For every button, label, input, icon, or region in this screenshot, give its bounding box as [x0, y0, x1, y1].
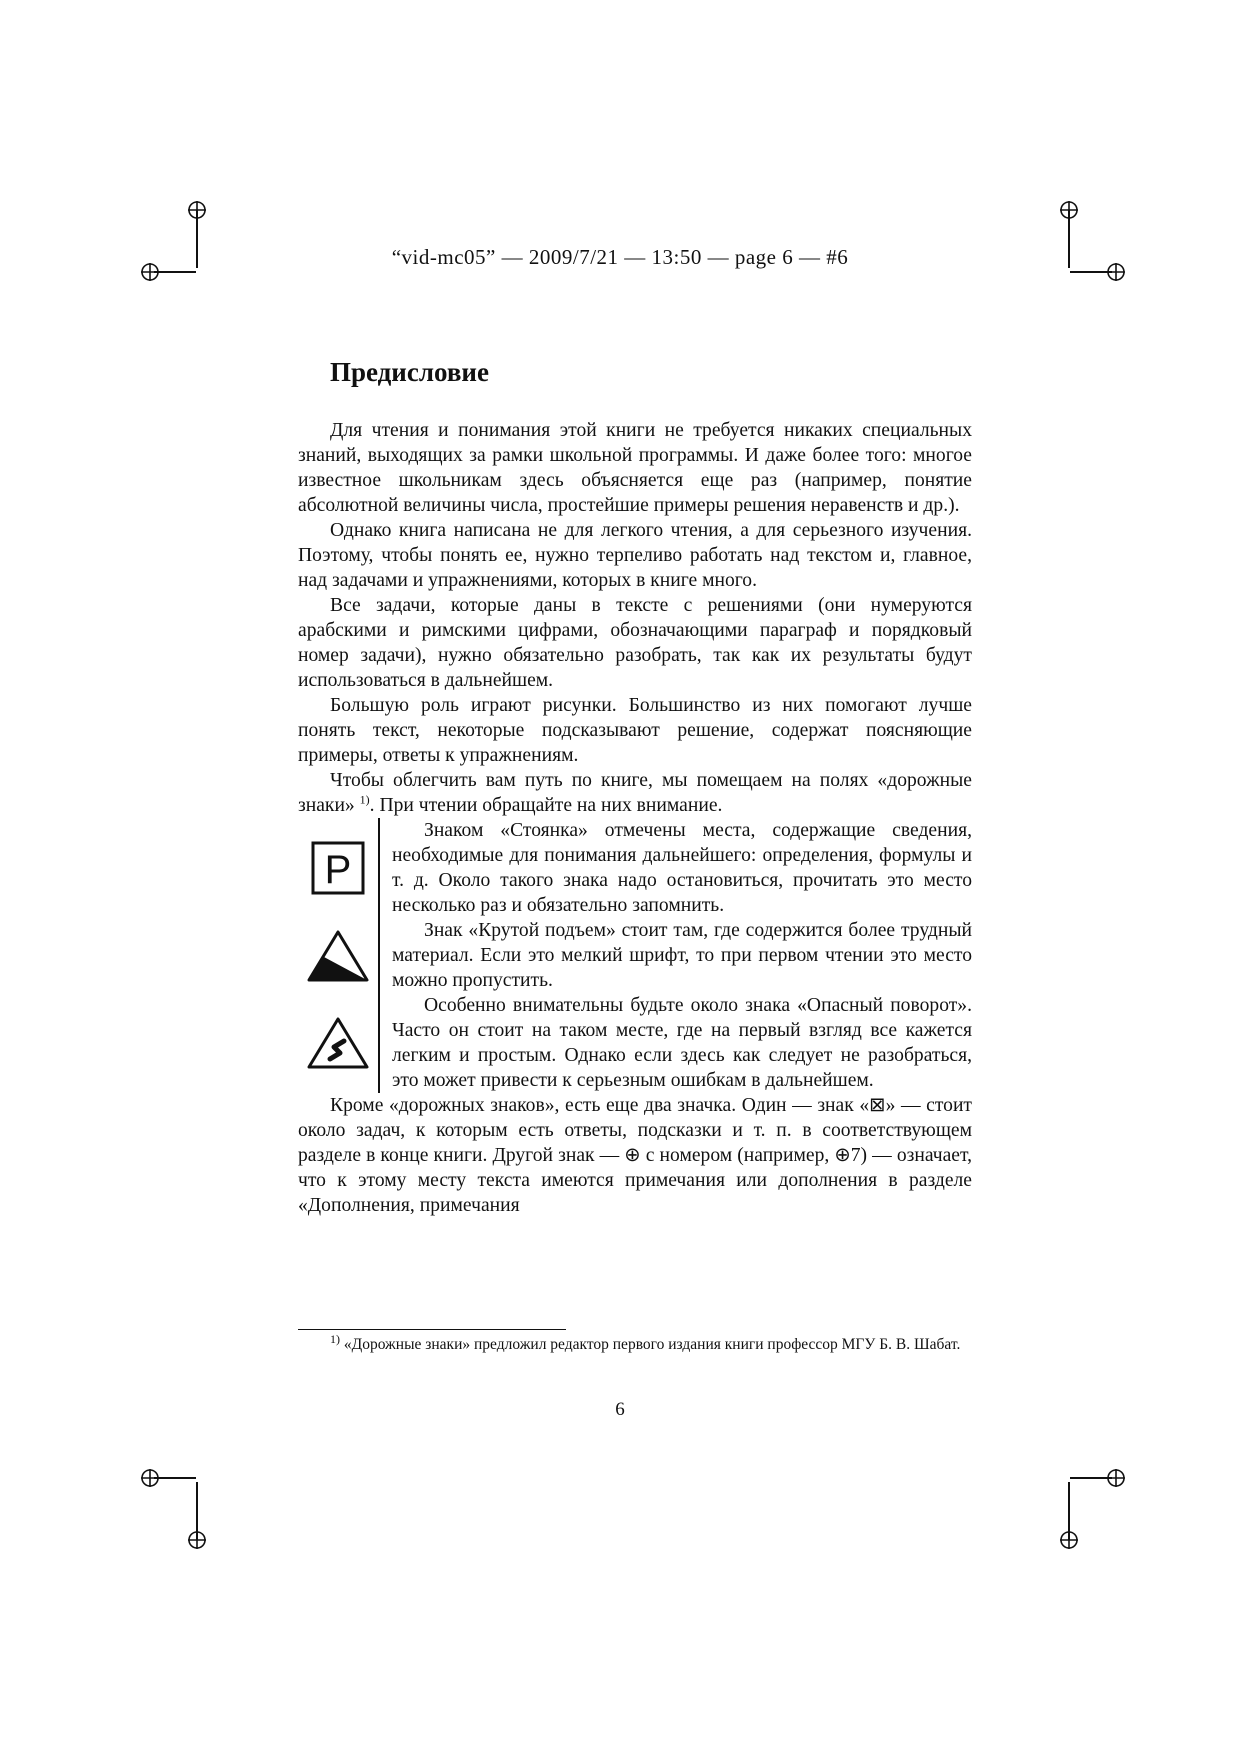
sign-block-parking	[298, 818, 972, 918]
footnote-reference[interactable]: 1)	[359, 792, 370, 807]
steep-climb-sign-icon	[298, 918, 378, 993]
parking-sign-letter: P	[324, 848, 352, 892]
crop-mark-bottom-right	[1056, 1470, 1126, 1540]
main-text	[298, 418, 972, 1218]
sign-description: Знак «Крутой подъем» стоит там, где содержится более трудный материал. Если это мелкий шрифт, то при первом чтении это место можно пропустить.	[378, 918, 972, 993]
sign-block-steep-climb	[298, 918, 972, 993]
footnote	[298, 1331, 972, 1355]
paragraph: Все задачи, которые даны в тексте с решениями (они нумеруются арабскими и римскими цифрами, обозначающими параграф и порядковый номер задачи), нужно обязательно разобрать, так как их результаты будут использоваться в дальнейшем.	[298, 595, 972, 691]
footnote-divider	[298, 1329, 566, 1330]
registration-target-icon	[1106, 1468, 1126, 1488]
footnote-text: «Дорожные знаки» предложил редактор первого издания книги профессор МГУ Б. В. Шабат.	[343, 1336, 961, 1353]
sign-description: Особенно внимательны будьте около знака «Опасный поворот». Часто он стоит на таком месте, где на первый взгляд все кажется легким и простым. Однако если здесь как следует не разобраться, это может привести к серьезным ошибкам в дальнейшем.	[378, 993, 972, 1093]
paragraph-text: Чтобы облегчить вам путь по книге, мы помещаем на полях «дорожные знаки»	[298, 770, 972, 816]
paragraph	[298, 768, 972, 818]
sign-block-dangerous-turn	[298, 993, 972, 1093]
paragraph-text: . При чтении обращайте на них внимание.	[369, 795, 723, 816]
registration-target-icon	[1059, 200, 1079, 220]
paragraph: Однако книга написана не для легкого чтения, а для серьезного изучения. Поэтому, чтобы понять ее, нужно терпеливо работать над текстом и, главное, над задачами и упражнениями, которых в книге много.	[298, 520, 972, 591]
registration-target-icon	[187, 200, 207, 220]
dangerous-turn-sign-icon	[298, 993, 378, 1093]
crop-mark-bottom-left	[140, 1470, 210, 1540]
registration-target-icon	[1059, 1530, 1079, 1550]
parking-sign-icon	[298, 818, 378, 918]
paragraph: Большую роль играют рисунки. Большинство из них помогают лучше понять текст, некоторые подсказывают решение, содержат поясняющие примеры, ответы к упражнениям.	[298, 695, 972, 766]
page-title: Предисловие	[330, 357, 489, 387]
sign-description: Знаком «Стоянка» отмечены места, содержащие сведения, необходимые для понимания дальнейшего: определения, формулы и т. д. Около такого знака надо остановиться, прочитать это место несколько раз и обязательно запомнить.	[378, 818, 972, 918]
paragraph: Для чтения и понимания этой книги не требуется никаких специальных знаний, выходящих за рамки школьной программы. И даже более того: многое известное школьникам здесь объясняется еще раз (например, понятие абсолютной величины числа, простейшие примеры решения неравенств и др.).	[298, 420, 972, 516]
registration-target-icon	[187, 1530, 207, 1550]
registration-target-icon	[140, 1468, 160, 1488]
page-number: 6	[615, 1399, 625, 1420]
footnote-mark: 1)	[330, 1331, 340, 1346]
paragraph: Кроме «дорожных знаков», есть еще два значка. Один — знак «⊠» — стоит около задач, к которым есть ответы, подсказки и т. п. в соответствующем разделе в конце книги. Другой знак — ⊕ с номером (например, ⊕7) — означает, что к этому месту текста имеются примечания или дополнения в разделе «Дополнения, примечания	[298, 1095, 972, 1216]
running-head: “vid-mc05” — 2009/7/21 — 13:50 — page 6 — #6	[391, 245, 849, 269]
